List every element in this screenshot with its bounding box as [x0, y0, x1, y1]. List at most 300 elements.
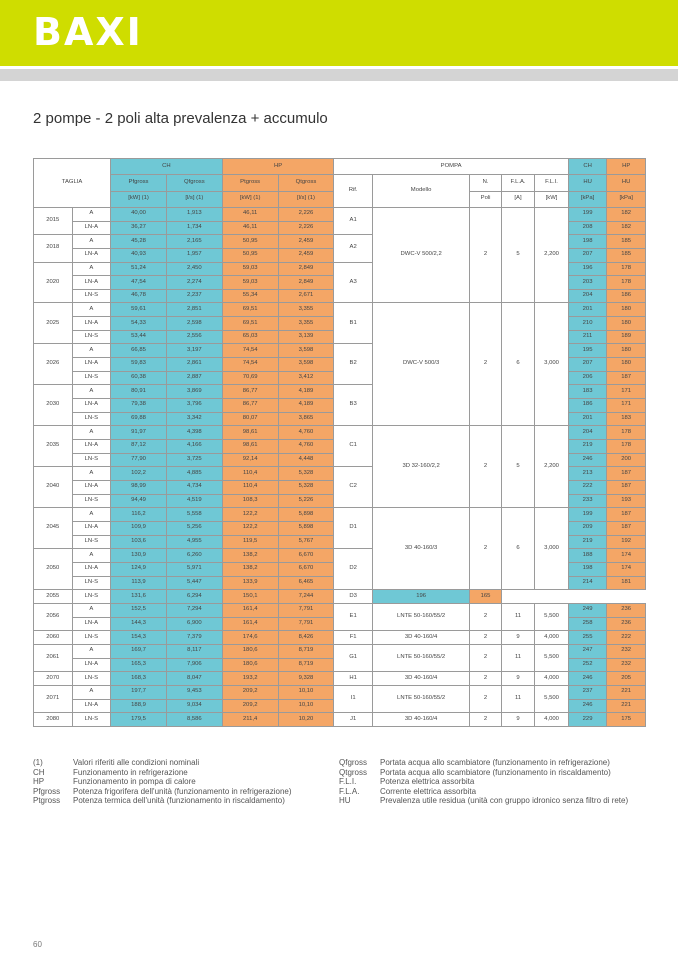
legend-text: Portata acqua allo scambiatore (funzionamento in refrigerazione): [380, 758, 610, 767]
cell-hu-ch: 210: [568, 317, 607, 331]
cell-version: LN-S: [72, 371, 111, 385]
cell-rif: G1: [334, 644, 373, 671]
cell-version: LN-S: [72, 713, 111, 727]
cell-hu-ch: 207: [568, 358, 607, 372]
cell-fli: 3,000: [535, 508, 569, 590]
table-row: [34, 426, 646, 440]
cell-ptgross: 150,1: [222, 590, 278, 604]
cell-hu-ch: 199: [568, 508, 607, 522]
header-qtgross: Qtgross: [278, 175, 334, 191]
cell-hu-hp: 178: [607, 262, 646, 276]
cell-hu-hp: 221: [607, 699, 646, 713]
cell-version: A: [72, 426, 111, 440]
legend-key: HU: [339, 796, 351, 805]
header-ch-hu: CH: [568, 159, 607, 175]
table-row: [34, 508, 646, 522]
cell-hu-ch: 186: [568, 399, 607, 413]
legend-key: F.L.I.: [339, 777, 357, 786]
cell-ptgross: 98,61: [222, 440, 278, 454]
legend-item: [33, 796, 292, 806]
cell-version: A: [72, 644, 111, 658]
cell-pfgross: 45,28: [111, 235, 167, 249]
cell-version: A: [72, 235, 111, 249]
cell-ptgross: 50,95: [222, 248, 278, 262]
cell-ptgross: 133,9: [222, 576, 278, 590]
cell-qfgross: 8,117: [166, 644, 222, 658]
legend-item: [339, 777, 628, 787]
header-row-1: [34, 159, 646, 175]
cell-ptgross: 161,4: [222, 617, 278, 631]
cell-hu-hp: 178: [607, 276, 646, 290]
cell-pfgross: 197,7: [111, 685, 167, 699]
cell-version: LN-S: [72, 590, 111, 604]
cell-hu-hp: 205: [607, 672, 646, 686]
unit-pfgross: [kW] (1): [111, 191, 167, 207]
cell-pfgross: 36,27: [111, 221, 167, 235]
unit-hu-hp: [kPa]: [607, 191, 646, 207]
cell-pfgross: 40,93: [111, 248, 167, 262]
cell-pfgross: 188,9: [111, 699, 167, 713]
cell-qtgross: 3,598: [278, 358, 334, 372]
table-row: [34, 603, 646, 617]
cell-pfgross: 116,2: [111, 508, 167, 522]
cell-qfgross: 2,598: [166, 317, 222, 331]
header-taglia: TAGLIA: [34, 159, 111, 208]
cell-ptgross: 211,4: [222, 713, 278, 727]
cell-hu-hp: 178: [607, 440, 646, 454]
cell-hu-ch: 198: [568, 562, 607, 576]
cell-hu-ch: 183: [568, 385, 607, 399]
cell-rif: B1: [334, 303, 373, 344]
cell-qtgross: 3,139: [278, 330, 334, 344]
cell-hu-hp: 175: [607, 713, 646, 727]
cell-qfgross: 4,166: [166, 440, 222, 454]
cell-ptgross: 92,14: [222, 453, 278, 467]
cell-hu-hp: 165: [470, 590, 501, 604]
table-row: [34, 713, 646, 727]
cell-qtgross: 3,865: [278, 412, 334, 426]
legend-key: Qfgross: [339, 758, 368, 767]
cell-hu-hp: 181: [607, 576, 646, 590]
cell-fli: 5,500: [535, 644, 569, 671]
cell-poles: 2: [470, 207, 501, 303]
header-pfgross: Pfgross: [111, 175, 167, 191]
cell-hu-hp: 222: [607, 631, 646, 645]
cell-model: 3D 40-160/3: [372, 508, 469, 590]
cell-qtgross: 2,671: [278, 289, 334, 303]
cell-qfgross: 2,450: [166, 262, 222, 276]
cell-hu-ch: 204: [568, 426, 607, 440]
cell-size: 2071: [34, 685, 73, 712]
cell-hu-hp: 192: [607, 535, 646, 549]
cell-fli: 4,000: [535, 713, 569, 727]
cell-hu-ch: 255: [568, 631, 607, 645]
cell-ptgross: 69,51: [222, 303, 278, 317]
cell-pfgross: 54,33: [111, 317, 167, 331]
cell-version: LN-A: [72, 521, 111, 535]
cell-hu-ch: 195: [568, 344, 607, 358]
cell-version: LN-A: [72, 617, 111, 631]
legend-item: [33, 777, 292, 787]
cell-ptgross: 193,2: [222, 672, 278, 686]
cell-model: LNTE 50-160/55/2: [372, 685, 469, 712]
cell-version: LN-S: [72, 576, 111, 590]
cell-rif: B2: [334, 344, 373, 385]
cell-hu-ch: 246: [568, 453, 607, 467]
cell-qtgross: 7,791: [278, 603, 334, 617]
cell-pfgross: 59,61: [111, 303, 167, 317]
cell-hu-ch: 249: [568, 603, 607, 617]
cell-qtgross: 2,849: [278, 262, 334, 276]
cell-ptgross: 80,07: [222, 412, 278, 426]
cell-pfgross: 179,5: [111, 713, 167, 727]
cell-qtgross: 2,226: [278, 221, 334, 235]
unit-fli: [kW]: [535, 191, 569, 207]
cell-ptgross: 180,6: [222, 644, 278, 658]
legend-text: Potenza termica dell'unità (funzionamento in riscaldamento): [73, 796, 285, 805]
cell-ptgross: 119,5: [222, 535, 278, 549]
cell-hu-ch: 219: [568, 440, 607, 454]
cell-version: LN-S: [72, 453, 111, 467]
legend-key: (1): [33, 758, 43, 767]
cell-qfgross: 7,906: [166, 658, 222, 672]
cell-model: DWC-V 500/3: [372, 303, 469, 426]
cell-version: LN-A: [72, 562, 111, 576]
cell-qfgross: 7,294: [166, 603, 222, 617]
cell-qtgross: 2,849: [278, 276, 334, 290]
cell-pfgross: 144,3: [111, 617, 167, 631]
cell-version: LN-A: [72, 481, 111, 495]
legend-key: CH: [33, 767, 45, 777]
cell-qtgross: 6,670: [278, 549, 334, 563]
cell-hu-ch: 258: [568, 617, 607, 631]
cell-qfgross: 5,447: [166, 576, 222, 590]
cell-version: LN-A: [72, 699, 111, 713]
cell-size: 2018: [34, 235, 73, 262]
header-modello: Modello: [372, 175, 469, 208]
legend-key: F.L.A.: [339, 786, 360, 796]
cell-hu-hp: 180: [607, 303, 646, 317]
cell-size: 2045: [34, 508, 73, 549]
cell-qfgross: 3,796: [166, 399, 222, 413]
header-hp: HP: [222, 159, 334, 175]
cell-rif: I1: [334, 685, 373, 712]
cell-qfgross: 1,734: [166, 221, 222, 235]
cell-ptgross: 59,03: [222, 276, 278, 290]
header-hu-ch: HU: [568, 175, 607, 191]
cell-hu-hp: 183: [607, 412, 646, 426]
cell-hu-hp: 171: [607, 385, 646, 399]
cell-ptgross: 174,6: [222, 631, 278, 645]
cell-pfgross: 77,90: [111, 453, 167, 467]
cell-poles: 2: [470, 685, 501, 712]
cell-ptgross: 161,4: [222, 603, 278, 617]
cell-ptgross: 98,61: [222, 426, 278, 440]
cell-qtgross: 10,20: [278, 713, 334, 727]
cell-version: LN-A: [72, 399, 111, 413]
cell-pfgross: 66,85: [111, 344, 167, 358]
cell-qfgross: 3,197: [166, 344, 222, 358]
cell-hu-hp: 182: [607, 207, 646, 221]
cell-poles: 2: [470, 631, 501, 645]
cell-fla: 5: [501, 207, 534, 303]
cell-pfgross: 80,91: [111, 385, 167, 399]
cell-size: 2040: [34, 467, 73, 508]
cell-ptgross: 65,03: [222, 330, 278, 344]
cell-hu-ch: 219: [568, 535, 607, 549]
legend-item: [339, 768, 628, 778]
cell-qtgross: 4,760: [278, 426, 334, 440]
cell-ptgross: 86,77: [222, 385, 278, 399]
cell-qfgross: 2,556: [166, 330, 222, 344]
header-fli: F.L.I.: [535, 175, 569, 191]
legend-key: Pfgross: [33, 786, 61, 796]
cell-qfgross: 8,047: [166, 672, 222, 686]
cell-qtgross: 3,355: [278, 303, 334, 317]
cell-rif: C2: [334, 467, 373, 508]
cell-hu-hp: 189: [607, 330, 646, 344]
cell-pfgross: 69,88: [111, 412, 167, 426]
legend-key: Ptgross: [33, 796, 61, 805]
cell-qfgross: 5,971: [166, 562, 222, 576]
cell-version: A: [72, 207, 111, 221]
cell-qtgross: 4,189: [278, 399, 334, 413]
cell-poles: 2: [470, 644, 501, 671]
cell-qfgross: 4,885: [166, 467, 222, 481]
page-number: 60: [33, 940, 42, 949]
cell-version: A: [72, 603, 111, 617]
legend-text: Corrente elettrica assorbita: [380, 786, 477, 796]
unit-fla: [A]: [501, 191, 534, 207]
cell-qfgross: 6,260: [166, 549, 222, 563]
cell-ptgross: 122,2: [222, 508, 278, 522]
cell-hu-ch: 211: [568, 330, 607, 344]
legend-key: HP: [33, 777, 45, 786]
cell-size: 2025: [34, 303, 73, 344]
cell-pfgross: 46,78: [111, 289, 167, 303]
cell-qtgross: 8,719: [278, 644, 334, 658]
cell-hu-hp: 236: [607, 617, 646, 631]
cell-qtgross: 4,760: [278, 440, 334, 454]
cell-hu-hp: 200: [607, 453, 646, 467]
cell-hu-ch: 222: [568, 481, 607, 495]
cell-model: DWC-V 500/2,2: [372, 207, 469, 303]
header-row-2: [34, 175, 646, 191]
cell-ptgross: 209,2: [222, 699, 278, 713]
legend-left: [33, 758, 292, 806]
cell-hu-ch: 199: [568, 207, 607, 221]
header-rif: Rif.: [334, 175, 373, 208]
cell-qfgross: 5,256: [166, 521, 222, 535]
cell-version: A: [72, 508, 111, 522]
cell-pfgross: 51,24: [111, 262, 167, 276]
header-qfgross: Qfgross: [166, 175, 222, 191]
cell-rif: D1: [334, 508, 373, 549]
cell-qtgross: 5,767: [278, 535, 334, 549]
legend-text: Valori riferiti alle condizioni nominali: [73, 758, 200, 767]
cell-size: 2070: [34, 672, 73, 686]
cell-size: 2056: [34, 603, 73, 630]
cell-hu-hp: 187: [607, 521, 646, 535]
table-body: [34, 207, 646, 726]
cell-ptgross: 46,11: [222, 207, 278, 221]
cell-ptgross: 86,77: [222, 399, 278, 413]
cell-qtgross: 2,459: [278, 248, 334, 262]
header-ch: CH: [111, 159, 223, 175]
cell-hu-hp: 193: [607, 494, 646, 508]
cell-pfgross: 47,54: [111, 276, 167, 290]
cell-qfgross: 2,165: [166, 235, 222, 249]
cell-pfgross: 168,3: [111, 672, 167, 686]
cell-qtgross: 8,426: [278, 631, 334, 645]
cell-fli: 3,000: [535, 303, 569, 426]
cell-fla: 5: [501, 426, 534, 508]
table-row: [34, 207, 646, 221]
unit-ptgross: [kW] (1): [222, 191, 278, 207]
cell-hu-ch: 229: [568, 713, 607, 727]
cell-poles: 2: [470, 713, 501, 727]
cell-pfgross: 130,9: [111, 549, 167, 563]
cell-ptgross: 110,4: [222, 481, 278, 495]
cell-rif: A2: [334, 235, 373, 262]
cell-size: 2055: [34, 590, 73, 604]
cell-qfgross: 4,519: [166, 494, 222, 508]
cell-fli: 4,000: [535, 672, 569, 686]
cell-hu-hp: 187: [607, 371, 646, 385]
cell-version: A: [72, 385, 111, 399]
cell-qtgross: 5,898: [278, 508, 334, 522]
cell-model: LNTE 50-160/55/2: [372, 644, 469, 671]
header-hu-hp: HU: [607, 175, 646, 191]
cell-size: 2015: [34, 207, 73, 234]
cell-model: 3D 40-160/4: [372, 631, 469, 645]
cell-hu-hp: 171: [607, 399, 646, 413]
brand-header-bar: [0, 0, 678, 66]
cell-pfgross: 94,49: [111, 494, 167, 508]
cell-qfgross: 2,851: [166, 303, 222, 317]
baxi-logo: BAXI: [33, 10, 143, 54]
cell-pfgross: 124,9: [111, 562, 167, 576]
cell-qtgross: 6,670: [278, 562, 334, 576]
cell-pfgross: 40,00: [111, 207, 167, 221]
cell-hu-ch: 198: [568, 235, 607, 249]
cell-hu-hp: 182: [607, 221, 646, 235]
cell-ptgross: 108,3: [222, 494, 278, 508]
cell-pfgross: 102,2: [111, 467, 167, 481]
cell-qfgross: 4,734: [166, 481, 222, 495]
cell-qfgross: 6,294: [166, 590, 222, 604]
cell-pfgross: 131,6: [111, 590, 167, 604]
cell-qfgross: 6,900: [166, 617, 222, 631]
cell-rif: F1: [334, 631, 373, 645]
cell-hu-hp: 174: [607, 549, 646, 563]
cell-model: 3D 32-160/2,2: [372, 426, 469, 508]
cell-rif: B3: [334, 385, 373, 426]
cell-qfgross: 3,342: [166, 412, 222, 426]
cell-ptgross: 46,11: [222, 221, 278, 235]
cell-poles: 2: [470, 508, 501, 590]
cell-ptgross: 69,51: [222, 317, 278, 331]
legend-right: [339, 758, 628, 806]
cell-qtgross: 8,719: [278, 658, 334, 672]
cell-hu-hp: 185: [607, 235, 646, 249]
cell-qtgross: 7,791: [278, 617, 334, 631]
cell-hu-ch: 188: [568, 549, 607, 563]
cell-hu-ch: 237: [568, 685, 607, 699]
cell-hu-ch: 207: [568, 248, 607, 262]
cell-size: 2035: [34, 426, 73, 467]
cell-qtgross: 5,328: [278, 467, 334, 481]
cell-version: LN-S: [72, 494, 111, 508]
table-row: [34, 590, 646, 604]
cell-version: LN-A: [72, 658, 111, 672]
cell-version: LN-S: [72, 535, 111, 549]
header-hp-hu: HP: [607, 159, 646, 175]
cell-qfgross: 9,453: [166, 685, 222, 699]
cell-hu-ch: 196: [568, 262, 607, 276]
cell-model: 3D 40-160/4: [372, 672, 469, 686]
cell-ptgross: 122,2: [222, 521, 278, 535]
cell-qtgross: 3,412: [278, 371, 334, 385]
cell-fla: 6: [501, 303, 534, 426]
cell-ptgross: 50,95: [222, 235, 278, 249]
cell-qfgross: 1,957: [166, 248, 222, 262]
cell-qtgross: 10,10: [278, 699, 334, 713]
cell-qfgross: 4,398: [166, 426, 222, 440]
cell-fla: 9: [501, 713, 534, 727]
cell-fli: 4,000: [535, 631, 569, 645]
unit-poli: Poli: [470, 191, 501, 207]
cell-fli: 2,200: [535, 426, 569, 508]
cell-hu-hp: 174: [607, 562, 646, 576]
cell-size: 2061: [34, 644, 73, 671]
cell-hu-hp: 221: [607, 685, 646, 699]
cell-hu-hp: 232: [607, 644, 646, 658]
cell-poles: 2: [470, 303, 501, 426]
cell-pfgross: 60,38: [111, 371, 167, 385]
cell-version: A: [72, 262, 111, 276]
header-n: N.: [470, 175, 501, 191]
cell-version: A: [72, 685, 111, 699]
cell-ptgross: 74,54: [222, 344, 278, 358]
cell-model: 3D 40-160/4: [372, 713, 469, 727]
cell-hu-ch: 208: [568, 221, 607, 235]
cell-version: LN-A: [72, 317, 111, 331]
cell-pfgross: 152,5: [111, 603, 167, 617]
legend-key: Qtgross: [339, 767, 368, 777]
cell-rif: C1: [334, 426, 373, 467]
cell-pfgross: 59,83: [111, 358, 167, 372]
cell-pfgross: 165,3: [111, 658, 167, 672]
legend-text: Funzionamento in pompa di calore: [73, 777, 196, 786]
cell-ptgross: 138,2: [222, 562, 278, 576]
cell-rif: A1: [334, 207, 373, 234]
cell-rif: E1: [334, 603, 373, 630]
cell-hu-hp: 180: [607, 344, 646, 358]
cell-hu-hp: 185: [607, 248, 646, 262]
table-row: [34, 303, 646, 317]
cell-version: A: [72, 549, 111, 563]
cell-hu-ch: 196: [372, 590, 469, 604]
cell-fla: 9: [501, 672, 534, 686]
cell-rif: A3: [334, 262, 373, 303]
cell-fla: 11: [501, 603, 534, 630]
cell-qfgross: 8,586: [166, 713, 222, 727]
cell-pfgross: 154,3: [111, 631, 167, 645]
cell-qfgross: 7,379: [166, 631, 222, 645]
cell-rif: H1: [334, 672, 373, 686]
cell-fli: 5,500: [535, 603, 569, 630]
